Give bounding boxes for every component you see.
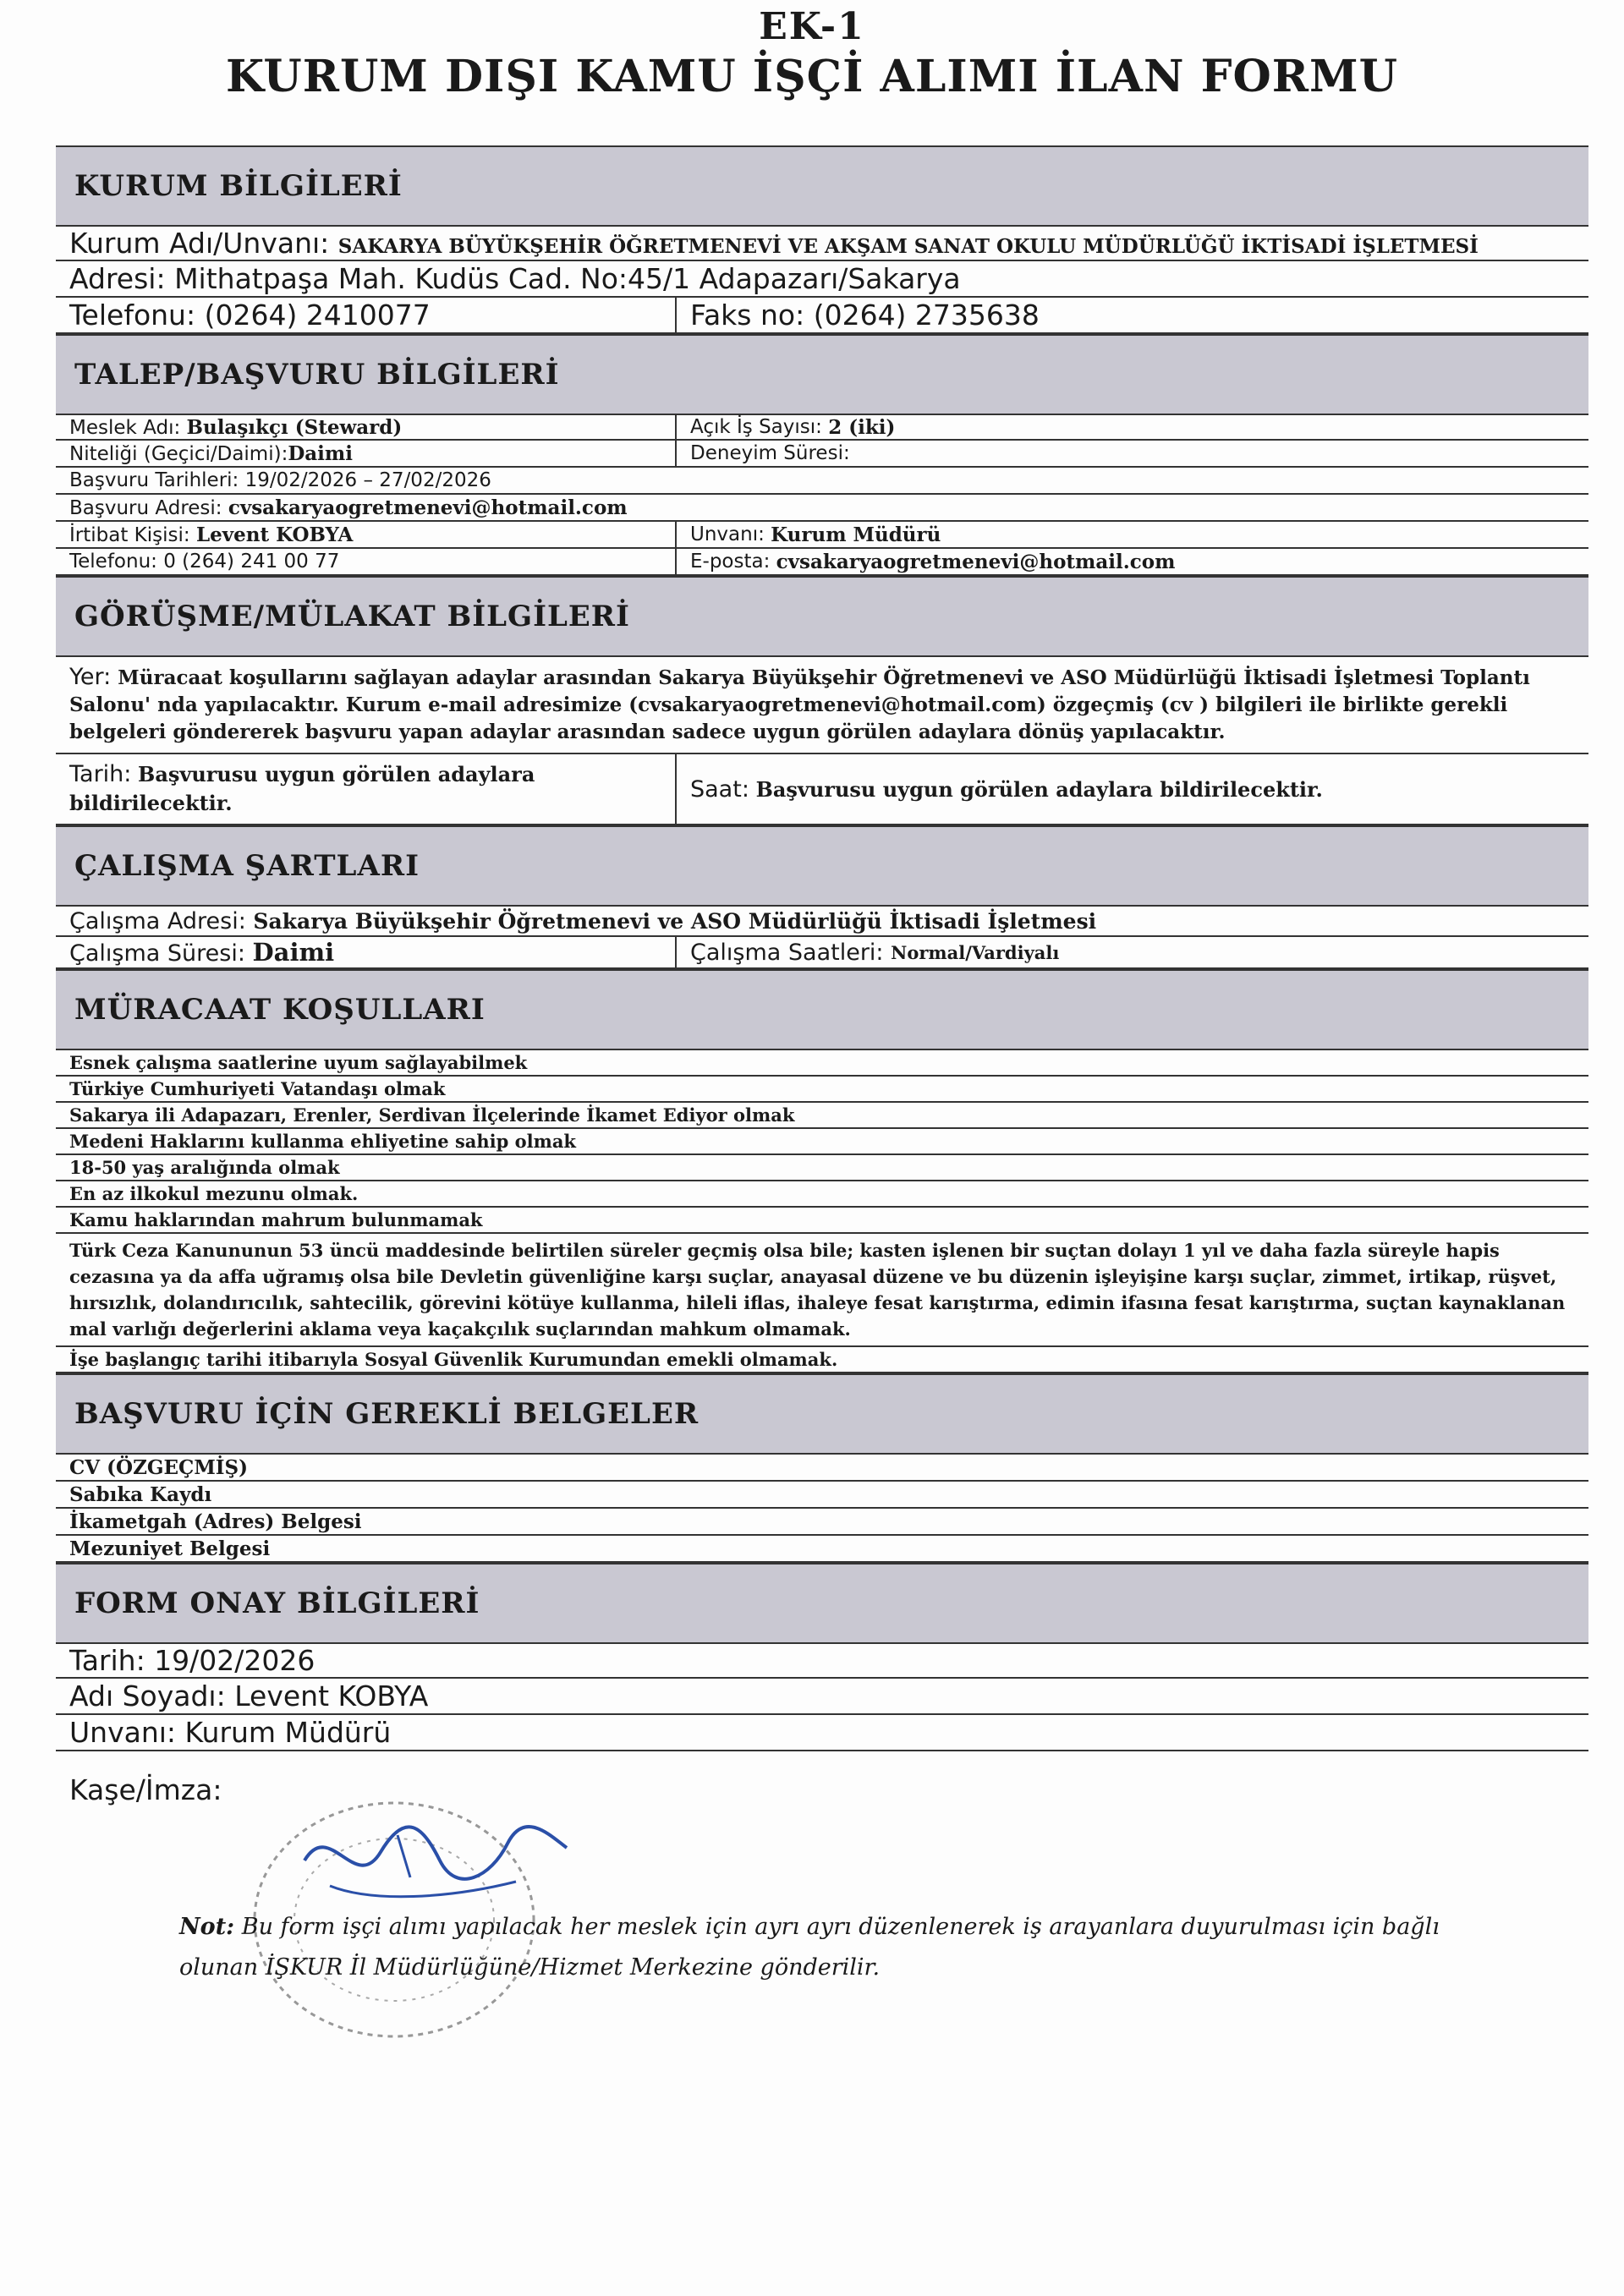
kurum-name-row <box>56 225 1588 261</box>
section-belgeler <box>56 1373 1588 1453</box>
field-label: Telefonu: <box>69 299 196 332</box>
talep-tel-row <box>56 549 1588 576</box>
field-label: E-posta: <box>690 551 771 573</box>
list-item: Türk Ceza Kanununun 53 üncü maddesinde belirtilen süreler geçmiş olsa bile; kasten işlenen bir suçtan dolayı 1 yıl ve daha fazla süreyle hapis cezasına ya da affa uğramış olsa bile Devletin güvenliğine karşı suçlar, anayasal düzene ve bu düzenin işleyişine karşı suçlar, zimmet, irtikap, rüşvet, hırsızlık, dolandırıcılık, sahtecilik, görevini kötüye kullanma, hileli iflas, ihaleye fesat karıştırma, edimin ifasına fesat karıştırma, suçtan kaynaklanan mal varlığı değerlerini aklama veya kaçakçılık suçlarından mahkum olmamak. <box>56 1234 1588 1347</box>
yer-value: Müracaat koşullarını sağlayan adaylar arasından Sakarya Büyükşehir Öğretmenevi ve ASO Müdürlüğü İktisadi İşletmesi Toplantı Salonu' nda yapılacaktır. Kurum e-mail adresimize (cvsakaryaogretmenevi@hotmail.com) özgeçmiş (cv ) bilgileri ile birlikte gerekli belgeleri göndererek başvuru yapan adaylar arasından sadece uygun görülen adaylara dönüş yapılacaktır. <box>69 666 1530 743</box>
kurum-address-value: Mithatpaşa Mah. Kudüs Cad. No:45/1 Adapazarı/Sakarya <box>174 262 961 295</box>
section-calisma <box>56 825 1588 905</box>
calisma-saat-value: Normal/Vardiyalı <box>891 941 1060 963</box>
list-item: 18-50 yaş aralığında olmak <box>56 1155 1588 1181</box>
section-muracaat <box>56 969 1588 1049</box>
unvan-value: Kurum Müdürü <box>771 523 941 546</box>
field-label: Meslek Adı: <box>69 416 181 439</box>
list-item: CV (ÖZGEÇMİŞ) <box>56 1455 1588 1482</box>
list-item: Medeni Haklarını kullanma ehliyetine sahip olmak <box>56 1129 1588 1155</box>
irtibat-value: Levent KOBYA <box>195 523 354 546</box>
onay-unvan-row <box>56 1715 1588 1751</box>
talep-irtibat-row <box>56 522 1588 549</box>
onay-tarih-row <box>56 1642 1588 1679</box>
section-title: MÜRACAAT KOŞULLARI <box>74 993 486 1027</box>
yer-block <box>56 655 1588 754</box>
field-label: Deneyim Süresi: <box>690 442 850 464</box>
field-label: Faks no: <box>690 299 805 332</box>
kurum-phone-value: (0264) 2410077 <box>204 299 431 332</box>
field-label: Unvanı: <box>690 523 765 545</box>
field-label: Adı Soyadı: <box>69 1680 226 1712</box>
field-label: Unvanı: <box>69 1716 177 1749</box>
field-label: Tarih: <box>69 761 132 787</box>
signature <box>296 1801 575 1911</box>
field-label: Başvuru Adresi: <box>69 496 222 519</box>
section-kurum <box>56 145 1588 225</box>
list-item: Kamu haklarından mahrum bulunmamak <box>56 1208 1588 1234</box>
section-onay <box>56 1563 1588 1642</box>
field-label: Adresi: <box>69 262 166 295</box>
onay-unvan-value: Kurum Müdürü <box>184 1716 392 1749</box>
list-item: Türkiye Cumhuriyeti Vatandaşı olmak <box>56 1077 1588 1103</box>
note-text: Bu form işçi alımı yapılacak her meslek için ayrı ayrı düzenlenerek iş arayanlara duyurulması için bağlı olunan İŞKUR İl Müdürlüğüne/Hizmet Merkezine gönderilir. <box>179 1914 1440 1981</box>
footer-note <box>179 1907 1465 1988</box>
list-item: Sakarya ili Adapazarı, Erenler, Serdivan İlçelerinde İkamet Ediyor olmak <box>56 1103 1588 1129</box>
gorusme-tarih-row <box>56 754 1588 825</box>
section-talep <box>56 334 1588 414</box>
talep-adres-row <box>56 495 1588 522</box>
form-sheet <box>56 145 1588 1827</box>
eposta-value: cvsakaryaogretmenevi@hotmail.com <box>776 550 1176 573</box>
list-item: Sabıka Kaydı <box>56 1482 1588 1509</box>
field-label: Telefonu: <box>69 551 157 573</box>
onay-adsoyad-row <box>56 1679 1588 1715</box>
list-item: İkametgah (Adres) Belgesi <box>56 1509 1588 1536</box>
section-title: KURUM BİLGİLERİ <box>74 169 403 203</box>
section-title: GÖRÜŞME/MÜLAKAT BİLGİLERİ <box>74 600 630 633</box>
calisma-sure-value: Daimi <box>252 938 335 967</box>
section-title: TALEP/BAŞVURU BİLGİLERİ <box>74 358 560 392</box>
calisma-adres-value: Sakarya Büyükşehir Öğretmenevi ve ASO Müdürlüğü İktisadi İşletmesi <box>253 908 1097 934</box>
talep-meslek-row <box>56 414 1588 441</box>
field-label: Kurum Adı/Unvanı: <box>69 227 330 260</box>
muracaat-list <box>56 1049 1588 1373</box>
talep-nitelik-row <box>56 441 1588 468</box>
field-label: İrtibat Kişisi: <box>69 523 190 546</box>
field-label: Açık İş Sayısı: <box>690 416 822 438</box>
calisma-adres-row <box>56 905 1588 937</box>
list-item: Esnek çalışma saatlerine uyum sağlayabilmek <box>56 1050 1588 1077</box>
acik-is-value: 2 (iki) <box>828 415 896 439</box>
section-title: FORM ONAY BİLGİLERİ <box>74 1586 480 1620</box>
onay-adsoyad-value: Levent KOBYA <box>234 1680 429 1712</box>
tel-value: 0 (264) 241 00 77 <box>163 551 340 573</box>
meslek-value: Bulaşıkçı (Steward) <box>186 415 403 439</box>
section-title: BAŞVURU İÇİN GEREKLİ BELGELER <box>74 1397 700 1431</box>
field-label: Saat: <box>690 775 749 803</box>
kurum-fax-value: (0264) 2735638 <box>813 299 1040 332</box>
section-gorusme <box>56 576 1588 655</box>
basvuru-adres-value: cvsakaryaogretmenevi@hotmail.com <box>228 496 628 519</box>
note-label: Not: <box>179 1914 235 1940</box>
list-item: İşe başlangıç tarihi itibarıyla Sosyal Güvenlik Kurumundan emekli olmamak. <box>56 1347 1588 1373</box>
gorusme-saat-value: Başvurusu uygun görülen adaylara bildirilecektir. <box>755 776 1323 802</box>
field-label: Başvuru Tarihleri: <box>69 469 239 491</box>
kurum-address-row <box>56 261 1588 298</box>
field-label: Çalışma Süresi: <box>69 940 245 967</box>
calisma-sure-row <box>56 937 1588 969</box>
field-label: Çalışma Adresi: <box>69 907 246 934</box>
gorusme-tarih-value: Başvurusu uygun görülen adaylara bildirilecektir. <box>69 762 535 815</box>
list-item: Mezuniyet Belgesi <box>56 1536 1588 1563</box>
section-title: ÇALIŞMA ŞARTLARI <box>74 849 420 883</box>
field-label: Çalışma Saatleri: <box>690 939 884 966</box>
belgeler-list <box>56 1453 1588 1563</box>
kurum-name-value: SAKARYA BÜYÜKŞEHİR ÖĞRETMENEVİ VE AKŞAM SANAT OKULU MÜDÜRLÜĞÜ İKTİSADİ İŞLETMESİ <box>337 235 1479 258</box>
talep-tarih-row <box>56 468 1588 495</box>
field-label: Kaşe/İmza: <box>69 1773 222 1806</box>
annex-label: EK-1 <box>759 5 865 48</box>
field-label: Yer: <box>69 664 112 690</box>
nitelik-value: Daimi <box>288 441 353 465</box>
kurum-phone-row <box>56 298 1588 334</box>
basvuru-tarih-value: 19/02/2026 – 27/02/2026 <box>244 469 491 491</box>
page-title: KURUM DIŞI KAMU İŞÇİ ALIMI İLAN FORMU <box>226 51 1398 102</box>
list-item: En az ilkokul mezunu olmak. <box>56 1181 1588 1208</box>
field-label: Niteliği (Geçici/Daimi): <box>69 442 288 465</box>
field-label: Tarih: <box>69 1644 145 1677</box>
onay-tarih-value: 19/02/2026 <box>154 1644 315 1677</box>
